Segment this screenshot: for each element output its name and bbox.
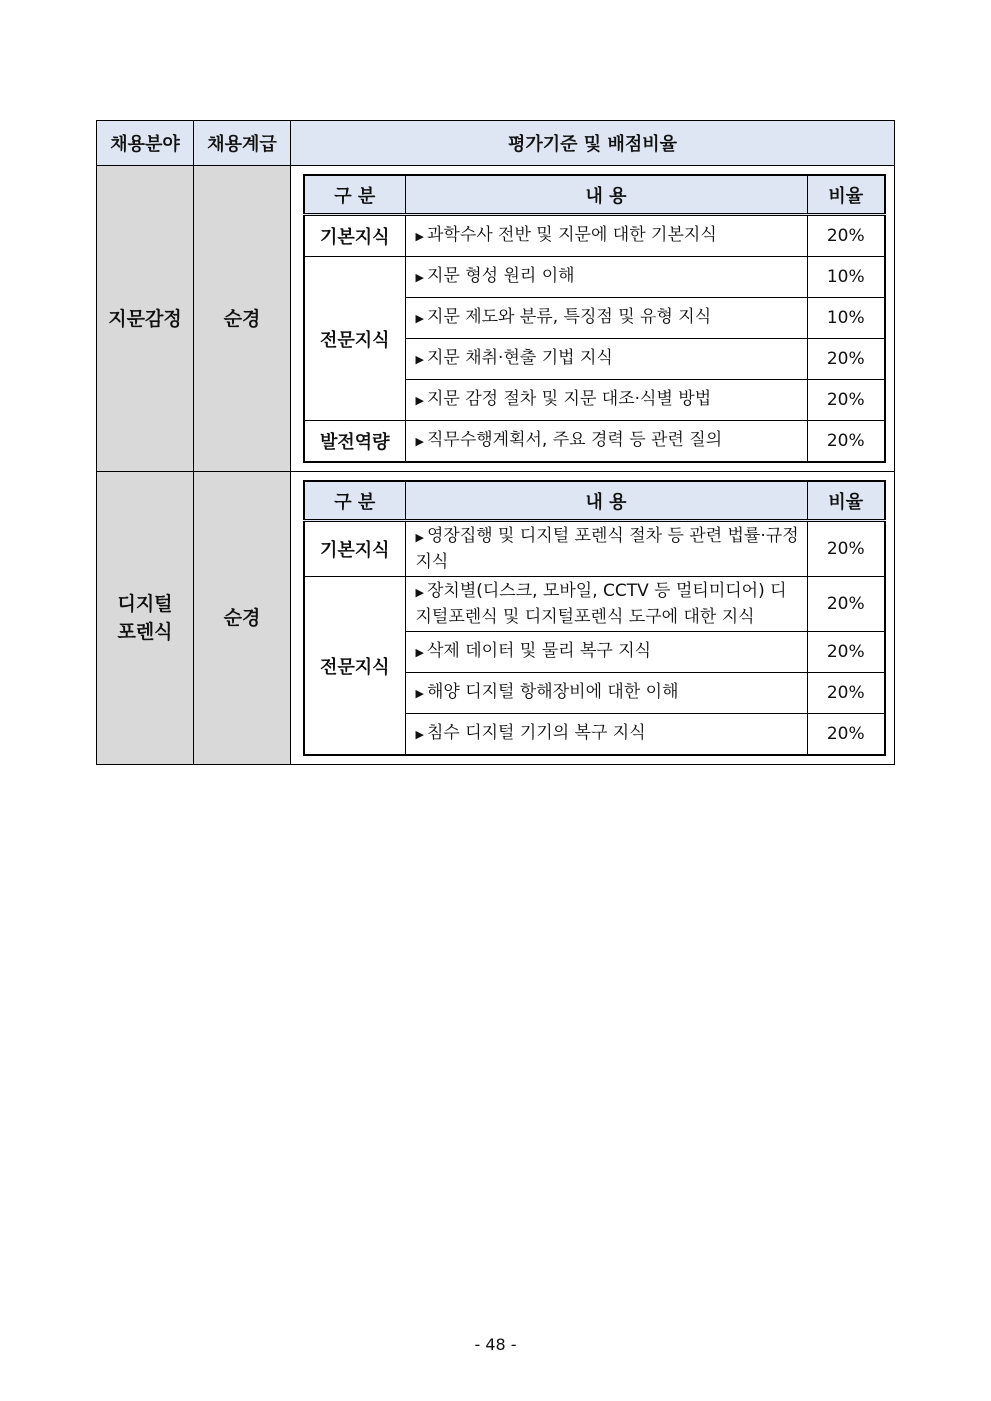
content-text: 과학수사 전반 및 지문에 대한 기본지식: [426, 225, 717, 245]
content-cell: [405, 632, 807, 673]
col-category-header: 구 분: [304, 175, 405, 215]
header-row: [97, 121, 895, 166]
bullet-triangle-icon: ▶: [415, 394, 424, 407]
bullet-triangle-icon: ▶: [415, 353, 424, 366]
ratio-value: 20%: [807, 521, 885, 577]
criteria-table: [303, 174, 886, 463]
category-label: 전문지식: [304, 577, 405, 756]
content-text: 장치별(디스크, 모바일, CCTV 등 멀티미디어) 디지털포렌식 및 디지털포렌식 도구에 대한 지식: [415, 581, 787, 627]
bullet-triangle-icon: ▶: [415, 531, 424, 544]
col-ratio-header: 비율: [807, 481, 885, 521]
category-label: 발전역량: [304, 421, 405, 463]
content-text: 삭제 데이터 및 물리 복구 지식: [426, 641, 652, 661]
content-cell: [405, 714, 807, 756]
ratio-value: 10%: [807, 298, 885, 339]
col-content-header: 내 용: [405, 175, 807, 215]
criteria-header-row: [304, 175, 885, 215]
ratio-value: 20%: [807, 380, 885, 421]
content-text: 영장집행 및 디지털 포렌식 절차 등 관련 법률·규정 지식: [415, 526, 799, 572]
category-label: 전문지식: [304, 257, 405, 421]
bullet-triangle-icon: ▶: [415, 312, 424, 325]
col-category-header: 구 분: [304, 481, 405, 521]
section-row: [97, 166, 895, 472]
content-cell: [405, 257, 807, 298]
ratio-value: 20%: [807, 215, 885, 257]
grade-name: 순경: [194, 166, 291, 472]
ratio-value: 20%: [807, 339, 885, 380]
content-cell: [405, 339, 807, 380]
field-name: 디지털 포렌식: [97, 472, 194, 765]
content-text: 지문 제도와 분류, 특징점 및 유형 지식: [426, 307, 712, 327]
content-cell: [405, 380, 807, 421]
ratio-value: 10%: [807, 257, 885, 298]
content-cell: [405, 215, 807, 257]
content-cell: [405, 521, 807, 577]
col-ratio-header: 비율: [807, 175, 885, 215]
bullet-triangle-icon: ▶: [415, 271, 424, 284]
content-cell: [405, 577, 807, 632]
criteria-header-row: [304, 481, 885, 521]
criteria-table: [303, 480, 886, 756]
bullet-triangle-icon: ▶: [415, 435, 424, 448]
content-text: 지문 감정 절차 및 지문 대조·식별 방법: [426, 389, 712, 409]
criteria-row: [304, 577, 885, 632]
header-grade: 채용계급: [194, 121, 291, 166]
page-number: - 48 -: [474, 1335, 517, 1354]
ratio-value: 20%: [807, 714, 885, 756]
bullet-triangle-icon: ▶: [415, 230, 424, 243]
bullet-triangle-icon: ▶: [415, 687, 424, 700]
content-text: 지문 채취·현출 기법 지식: [426, 348, 613, 368]
header-field: 채용분야: [97, 121, 194, 166]
header-criteria: 평가기준 및 배점비율: [291, 121, 895, 166]
content-cell: [405, 673, 807, 714]
evaluation-table: [96, 120, 895, 765]
category-label: 기본지식: [304, 215, 405, 257]
ratio-value: 20%: [807, 632, 885, 673]
field-name: 지문감정: [97, 166, 194, 472]
ratio-value: 20%: [807, 673, 885, 714]
bullet-triangle-icon: ▶: [415, 646, 424, 659]
ratio-value: 20%: [807, 421, 885, 463]
bullet-triangle-icon: ▶: [415, 586, 424, 599]
content-text: 해양 디지털 항해장비에 대한 이해: [426, 682, 679, 702]
criteria-cell: [291, 166, 895, 472]
section-row: [97, 472, 895, 765]
category-label: 기본지식: [304, 521, 405, 577]
content-text: 지문 형성 원리 이해: [426, 266, 575, 286]
criteria-row: [304, 521, 885, 577]
ratio-value: 20%: [807, 577, 885, 632]
grade-name: 순경: [194, 472, 291, 765]
criteria-row: [304, 421, 885, 463]
bullet-triangle-icon: ▶: [415, 728, 424, 741]
content-cell: [405, 421, 807, 463]
criteria-row: [304, 257, 885, 298]
content-cell: [405, 298, 807, 339]
content-text: 직무수행계획서, 주요 경력 등 관련 질의: [426, 430, 723, 450]
criteria-cell: [291, 472, 895, 765]
criteria-row: [304, 215, 885, 257]
col-content-header: 내 용: [405, 481, 807, 521]
content-text: 침수 디지털 기기의 복구 지식: [426, 723, 646, 743]
